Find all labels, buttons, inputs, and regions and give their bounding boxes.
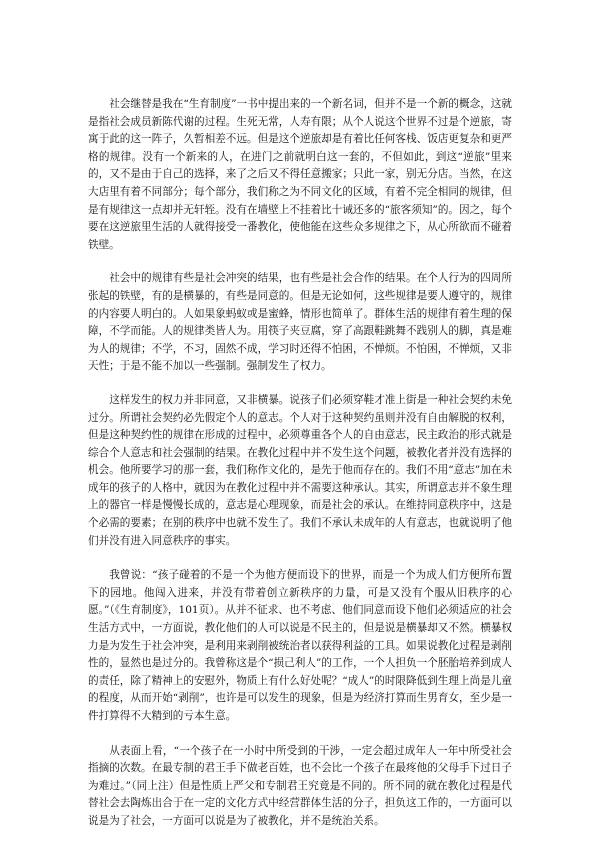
paragraph-child-and-world: 我曾说：“孩子碰着的不是一个为他方便而设下的世界，而是一个为成人们方便所布置下的园地。他闯入进来，并没有带着创立新秩序的力量，可是又没有个服从旧秩序的心愿。”（《生育制度》，101页）。从并不征求、也不考虑、他们同意而设下他们必须适应的社会生活方式中，一方面说，教化他们的人可以说是不民主的，但是说是横暴却又不然。横暴权力是为发生于社会冲突，是利用来剥削被统治者以获得利益的工具。如果说教化过程是剥削性的，显然也是过分的。我曾称这是个“损己利人”的工作，一个人担负一个胚胎培养到成人的责任，除了精神上的安慰外，物质上有什么好处呢？“成人”的时限降低到生理上尚是儿童的程度，从而开始“剥削”，也许是可以发生的现象，但是为经济打算而生男育女，至少是一件打算得不大精到的亏本生意。 xyxy=(88,569,512,722)
paragraph-social-rules: 社会中的规律有些是社会冲突的结果，也有些是社会合作的结果。在个人行为的四周所张起的铁壁，有的是横暴的，有些是同意的。但是无论如何，这些规律是要人遵守的，规律的内容要人明白的。人如果象蚂蚁或是蜜蜂，情形也简单了。群体生活的规律有着生理的保障，不学而能。人的规律类皆人为。用筷子夹豆腐，穿了高跟鞋跳舞不践别人的脚，真是难为人的规律；不学，不习，固然不成，学习时还得不怕困，不惮烦。不怕困，不惮烦，又非天性；于是不能不加以一些强制。强制发生了权力。 xyxy=(88,272,512,373)
paragraph-power-of-education: 这样发生的权力并非同意，又非横暴。说孩子们必须穿鞋才准上街是一种社会契约未免过分。所谓社会契约必先假定个人的意志。个人对于这种契约虽则并没有自由解脱的权利，但是这种契约性的规律在形成的过程中，必须尊重各个人的自由意志，民主政治的形式就是综合个人意志和社会强制的结果。在教化过程中并不发生这个问题，被教化者并没有选择的机会。他所要学习的那一套，我们称作文化的，是先于他而存在的。我们不用“意志”加在未成年的孩子的人格中，就因为在教化过程中并不需要这种承认。其实，所谓意志并不象生理上的器官一样是慢慢长成的，意志是心理现象，而是社会的承认。在维持同意秩序中，这是个必需的要素；在别的秩序中也就不发生了。我们不承认未成年的人有意志，也就说明了他们并没有进入同意秩序的事实。 xyxy=(88,393,512,547)
paragraph-surface-view: 从表面上看，“一个孩子在一小时中所受到的干涉，一定会超过成年人一年中所受社会指摘的次数。在最专制的君王手下做老百姓，也不会比一个孩子在最疼他的父母手下过日子为难过。”（同上注）但是性质上严父和专制君王究竟是不同的。所不同的就在教化过程是代替社会去陶炼出合于在一定的文化方式中经营群体生活的分子，担负这工作的，一方面可以说是为了社会，一方面可以说是为了被教化，并不是统治关系。 xyxy=(88,744,512,827)
document-body xyxy=(88,96,512,848)
paragraph-social-succession: 社会继替是我在“生育制度”一书中提出来的一个新名词，但并不是一个新的概念，这就是指社会成员新陈代谢的过程。生死无常，人寿有限；从个人说这个世界不过是个逆旅，寄寓于此的这一阵子，久暂相差不远。但是这个逆旅却是有着比任何客栈、饭店更复杂和更严格的规律。没有一个新来的人，在进门之前就明白这一套的，不但如此，到这“逆旅”里来的，又不是由于自己的选择，来了之后又不得任意搬家；只此一家，别无分店。当然，在这大店里有着不同部分；每个部分，我们称之为不同文化的区域，有着不完全相同的规律，但是有规律这一点却并无轩轾。没有在墙壁上不挂着比十诫还多的“旅客须知”的。因之，每个要在这逆旅里生活的人就得接受一番教化，使他能在这些众多规律之下，从心所欲而不碰着铁壁。 xyxy=(88,98,512,251)
